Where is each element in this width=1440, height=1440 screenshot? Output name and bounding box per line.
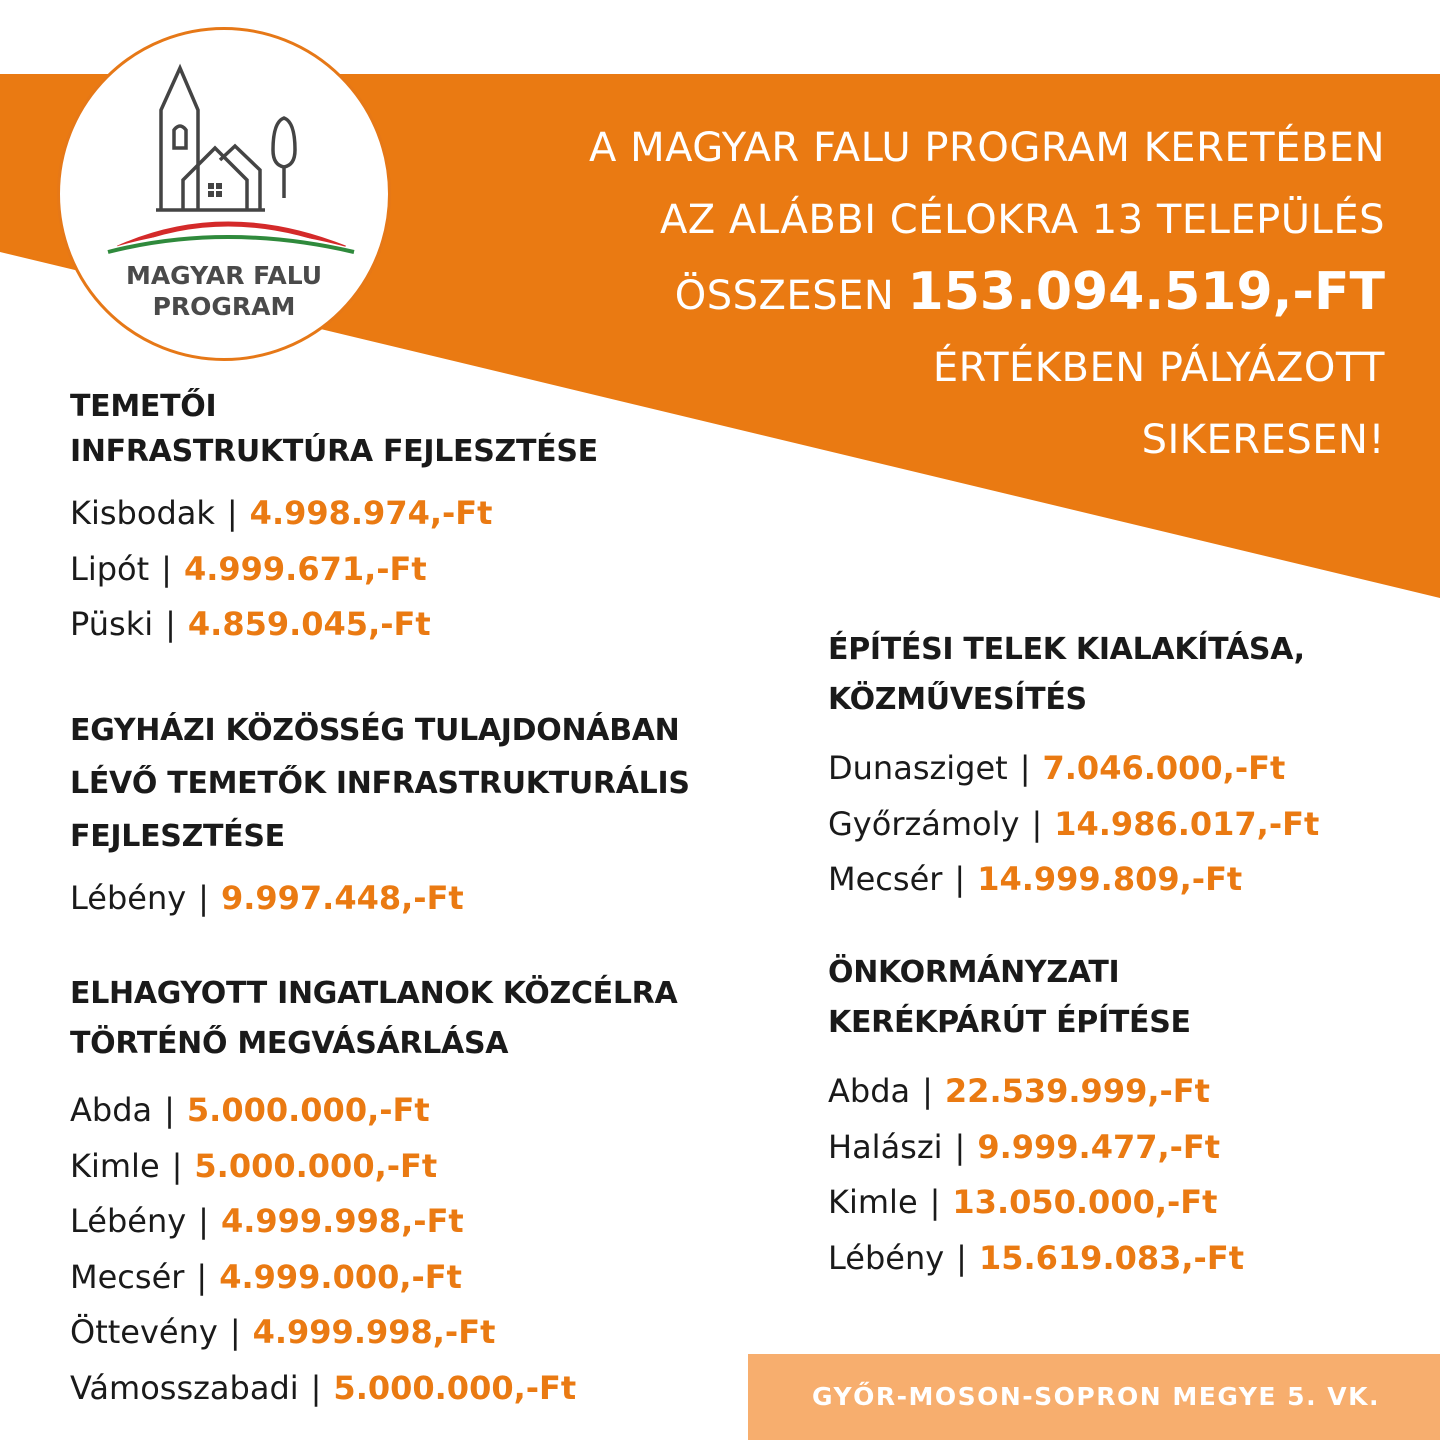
separator: | [196, 1257, 208, 1296]
amount-value: 15.619.083,-Ft [978, 1238, 1244, 1277]
amount-value: 5.000.000,-Ft [194, 1146, 438, 1185]
list-item [70, 486, 598, 542]
separator: | [226, 494, 238, 532]
amount-value: 4.999.671,-Ft [183, 549, 427, 588]
list-item [828, 1175, 1244, 1231]
list-item [70, 542, 598, 598]
headline-line4: ÉRTÉKBEN PÁLYÁZOTT [932, 345, 1385, 391]
settlement-name: Abda [70, 1091, 153, 1129]
amount-value: 4.999.998,-Ft [220, 1202, 464, 1240]
settlement-name: Győrzámoly [828, 804, 1020, 843]
list-item [70, 1083, 677, 1139]
section-title-line: TÖRTÉNŐ MEGVÁSÁRLÁSA [70, 1026, 509, 1061]
list-item [70, 1194, 677, 1250]
logo-text [60, 260, 388, 322]
amount-value: 4.859.045,-Ft [187, 605, 431, 643]
list-item [828, 1231, 1244, 1287]
separator: | [171, 1146, 183, 1185]
separator: | [165, 605, 176, 643]
section-title [70, 969, 677, 1069]
amount-value: 22.539.999,-Ft [944, 1072, 1210, 1110]
separator: | [954, 1127, 966, 1166]
separator: | [1019, 749, 1031, 787]
amount-value: 14.986.017,-Ft [1054, 804, 1320, 843]
settlement-name: Lipót [70, 549, 150, 588]
list-item [828, 741, 1319, 797]
amount-value: 5.000.000,-Ft [186, 1091, 430, 1129]
amount-value: 9.997.448,-Ft [220, 879, 464, 917]
section-title [70, 384, 598, 474]
footer-district-label: GYŐR-MOSON-SOPRON MEGYE 5. VK. [748, 1354, 1440, 1440]
settlement-name: Vámosszabadi [70, 1368, 299, 1407]
settlement-name: Halászi [828, 1127, 943, 1166]
amount-value: 4.998.974,-Ft [249, 494, 493, 532]
list-item [70, 597, 598, 653]
logo-text-line1: MAGYAR FALU [125, 261, 323, 290]
headline-prefix: ÖSSZESEN [674, 273, 908, 319]
list-item [70, 1250, 677, 1306]
list-item [70, 1361, 677, 1417]
settlement-name: Mecsér [70, 1257, 185, 1296]
settlement-name: Püski [70, 605, 154, 643]
section-title-line: LÉVŐ TEMETŐK INFRASTRUKTURÁLIS [70, 766, 690, 801]
settlement-name: Lébény [828, 1238, 945, 1277]
section-kerekparut [828, 948, 1244, 1286]
settlement-name: Lébény [70, 879, 187, 917]
amount-value: 9.999.477,-Ft [977, 1127, 1221, 1166]
amount-value: 4.999.998,-Ft [252, 1313, 496, 1351]
magyar-falu-program-logo [57, 27, 391, 361]
section-title-line: TEMETŐI [70, 389, 217, 424]
list-item [828, 852, 1319, 908]
amount-value: 4.999.000,-Ft [219, 1257, 462, 1296]
settlement-name: Kimle [70, 1146, 160, 1185]
total-amount: 153.094.519,-FT [907, 262, 1385, 322]
section-temetoi [70, 384, 598, 653]
separator: | [929, 1183, 941, 1221]
separator: | [229, 1313, 241, 1351]
separator: | [198, 1202, 209, 1240]
list-item [70, 871, 690, 927]
separator: | [164, 1091, 175, 1129]
list-item [828, 1064, 1244, 1120]
section-title-line: EGYHÁZI KÖZÖSSÉG TULAJDONÁBAN [70, 713, 680, 748]
list-item [828, 1120, 1244, 1176]
logo-text-line2: PROGRAM [152, 292, 296, 321]
separator: | [954, 860, 966, 898]
settlement-name: Mecsér [828, 860, 943, 898]
headline-line5: SIKERESEN! [1141, 417, 1385, 463]
section-title [828, 625, 1319, 725]
settlement-name: Kisbodak [70, 494, 215, 532]
section-title-line: ÖNKORMÁNYZATI [828, 955, 1120, 990]
amount-value: 14.999.809,-Ft [977, 860, 1243, 898]
separator: | [310, 1368, 322, 1407]
settlement-name: Öttevény [70, 1313, 218, 1351]
list-item [70, 1305, 677, 1361]
section-title-line: INFRASTRUKTÚRA FEJLESZTÉSE [70, 434, 598, 469]
separator: | [956, 1238, 967, 1277]
section-title-line: ELHAGYOTT INGATLANOK KÖZCÉLRA [70, 976, 678, 1011]
section-elhagyott [70, 969, 677, 1416]
settlement-name: Lébény [70, 1202, 187, 1240]
amount-value: 5.000.000,-Ft [333, 1368, 577, 1407]
separator: | [922, 1072, 933, 1110]
section-egyhazi [70, 704, 690, 927]
section-title [828, 948, 1244, 1048]
section-title-line: KERÉKPÁRÚT ÉPÍTÉSE [828, 1005, 1191, 1040]
headline-line3 [385, 256, 1385, 332]
list-item [828, 797, 1319, 853]
settlement-name: Dunasziget [828, 749, 1008, 787]
headline-line1: A MAGYAR FALU PROGRAM KERETÉBEN [588, 125, 1385, 171]
section-epitesi-telek [828, 625, 1319, 908]
separator: | [198, 879, 209, 917]
section-title [70, 704, 690, 863]
settlement-name: Kimle [828, 1183, 918, 1221]
list-item [70, 1139, 677, 1195]
section-title-line: ÉPÍTÉSI TELEK KIALAKÍTÁSA, [828, 632, 1305, 667]
section-title-line: KÖZMŰVESÍTÉS [828, 682, 1087, 717]
separator: | [161, 549, 172, 588]
amount-value: 13.050.000,-Ft [952, 1183, 1218, 1221]
settlement-name: Abda [828, 1072, 911, 1110]
separator: | [1031, 804, 1043, 843]
section-title-line: FEJLESZTÉSE [70, 819, 285, 854]
amount-value: 7.046.000,-Ft [1042, 749, 1286, 787]
headline-line2: AZ ALÁBBI CÉLOKRA 13 TELEPÜLÉS [659, 197, 1385, 243]
